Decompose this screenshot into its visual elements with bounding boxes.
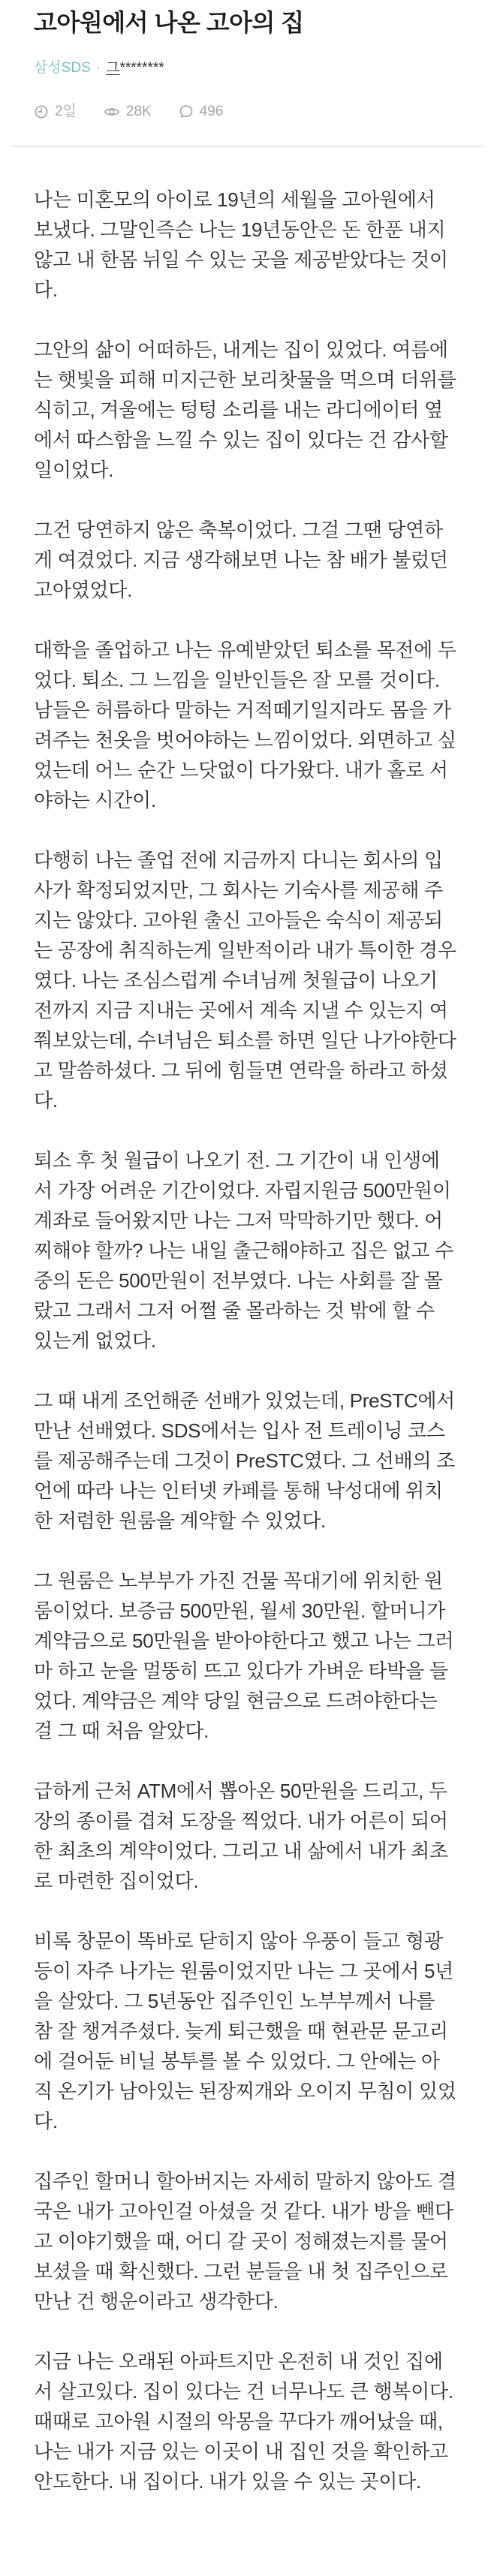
post-paragraph: 나는 미혼모의 아이로 19년의 세월을 고아원에서 보냈다. 그말인즉슨 나는 19년동안은 돈 한푼 내지 않고 내 한몸 뉘일 수 있는 곳을 제공받았다는 것이다. — [34, 188, 448, 301]
post-paragraph: 다행히 나는 졸업 전에 지금까지 다니는 회사의 입사가 확정되었지만, 그 회사는 기숙사를 제공해 주지는 않았다. 고아원 출신 고아들은 숙식이 제공되는 공장에 취직하는게 일반적이라 내가 특이한 경우였다. 나는 조심스럽게 수녀님께 첫월급이 나오기 전까지 지금 지내는 곳에서 계속 지낼 수 있는지 여쭤보았는데, 수녀님은 퇴소를 하면 일단 나가야한다고 말씀하셨다. 그 뒤에 힘들면 연락을 하라고 하셨다. — [34, 849, 456, 1112]
clock-icon — [34, 104, 49, 119]
post-paragraph: 지금 나는 오래된 아파트지만 온전히 내 것인 집에서 살고있다. 집이 있다는 건 너무나도 큰 행복이다. 때때로 고아원 시절의 악몽을 꾸다가 깨어났을 때, 나는 내가 지금 있는 이곳이 내 집인 것을 확인하고 안도한다. 내 집이다. 내가 있을 수 있는 곳이다. — [34, 2350, 453, 2493]
post-paragraph: 그 원룸은 노부부가 가진 건물 꼭대기에 위치한 원룸이었다. 보증금 500만원, 월세 30만원. 할머니가 계약금으로 50만원을 받아야한다고 했고 나는 그러마 하고 눈을 멀뚱히 뜨고 있다가 가벼운 타박을 들었다. 계약금은 계약 당일 현금으로 드려야한다는 걸 그 때 처음 알았다. — [34, 1569, 454, 1742]
post-paragraph: 집주인 할머니 할아버지는 자세히 말하지 않아도 결국은 내가 고아인걸 아셨을 것 같다. 내가 방을 뺀다고 이야기했을 때, 어디 갈 곳이 정해졌는지를 물어보셨을 때 확신했다. 그런 분들을 내 첫 집주인으로 만난 건 행운이라고 생각한다. — [34, 2170, 456, 2313]
eye-icon — [104, 104, 120, 119]
post-title: 고아원에서 나온 고아의 집 — [34, 9, 304, 36]
post-paragraph: 퇴소 후 첫 월급이 나오기 전. 그 기간이 내 인생에서 가장 어려운 기간이었다. 자립지원금 500만원이 계좌로 들어왔지만 나는 그저 막막하기만 했다. 어찌해야 할까? 나는 내일 출근해야하고 집은 없고 수중의 돈은 500만원이 전부였다. 나는 사회를 잘 몰랐고 그래서 그저 어쩔 줄 몰라하는 것 밖에 할 수 있는게 없었다. — [34, 1149, 453, 1352]
byline — [34, 60, 458, 77]
post-body — [0, 147, 494, 2496]
author-name-masked: ******** — [119, 60, 164, 76]
post-paragraph: 그안의 삶이 어떠하든, 내게는 집이 있었다. 여름에는 햇빛을 피해 미지근한 보리찻물을 먹으며 더위를 식히고, 겨울에는 텅텅 소리를 내는 라디에이터 옆에서 따스함을 느낄 수 있는 집이 있다는 건 감사할 일이었다. — [34, 339, 456, 481]
post-views — [104, 104, 152, 120]
post-age — [34, 104, 77, 120]
post-paragraph: 대학을 졸업하고 나는 유예받았던 퇴소를 목전에 두었다. 퇴소. 그 느낌을 일반인들은 잘 모를 것이다. 남들은 허름하다 말하는 거적떼기일지라도 몸을 가려주는 천옷을 벗어야하는 느낌이었다. 외면하고 싶었는데 어느 순간 느닷없이 다가왔다. 내가 홀로 서야하는 시간이. — [34, 639, 456, 811]
post-comments-value: 496 — [199, 104, 224, 119]
post-paragraph: 비록 창문이 똑바로 닫히지 않아 우풍이 들고 형광등이 자주 나가는 원룸이었지만 나는 그 곳에서 5년을 살았다. 그 5년동안 집주인인 노부부께서 나를 참 잘 챙겨주셨다. 늦게 퇴근했을 때 현관문 문고리에 걸어둔 비닐 봉투를 볼 수 있었다. 그 안에는 아직 온기가 남아있는 된장찌개와 오이지 무침이 있었다. — [34, 1930, 456, 2132]
post-views-value: 28K — [125, 104, 152, 119]
post-paragraph: 그건 당연하지 않은 축복이었다. 그걸 그땐 당연하게 여겼었다. 지금 생각해보면 나는 참 배가 불렀던 고아였었다. — [34, 519, 448, 601]
post-age-value: 2일 — [55, 104, 77, 119]
post-meta-row — [34, 104, 458, 120]
post-paragraph: 급하게 근처 ATM에서 뽑아온 50만원을 드리고, 두 장의 종이를 겹쳐 도장을 찍었다. 내가 어른이 되어 한 최초의 계약이었다. 그리고 내 삶에서 내가 최초로 마련한 집이었다. — [34, 1780, 448, 1892]
post-comments — [179, 104, 224, 120]
author-name[interactable] — [106, 60, 164, 77]
company-name[interactable]: 삼성SDS — [34, 60, 91, 76]
author-name-visible: 그 — [106, 60, 120, 76]
byline-separator: · — [95, 60, 101, 76]
post-paragraph: 그 때 내게 조언해준 선배가 있었는데, PreSTC에서 만난 선배였다. SDS에서는 입사 전 트레이닝 코스를 제공해주는데 그것이 PreSTC였다. 그 선배의 조언에 따라 나는 인터넷 카페를 통해 낙성대에 위치한 저렴한 원룸을 계약할 수 있었다. — [34, 1389, 455, 1532]
post-header — [0, 0, 494, 120]
speech-bubble-icon — [179, 104, 194, 119]
